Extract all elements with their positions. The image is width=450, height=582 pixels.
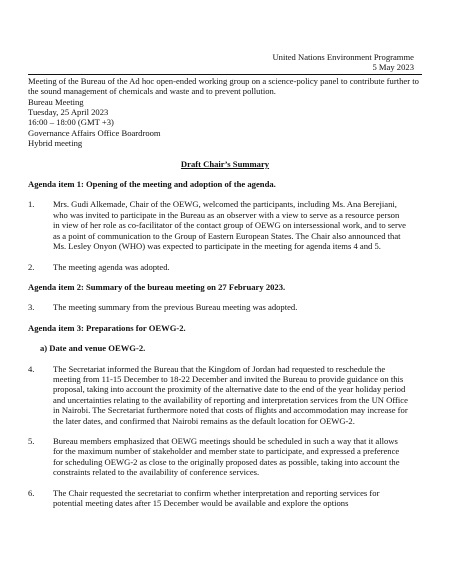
header-rule bbox=[28, 74, 422, 75]
header-date: 5 May 2023 bbox=[372, 62, 414, 73]
paragraph-text: Mrs. Gudi Alkemade, Chair of the OEWG, welcomed the participants, including Ms. Ana Berejiani, who was invited to participate in the Bureau as an observer with a view to serve as a resource person in view of her role as co-facilitator of the contact group of OEWG on intersessional work, and to serve as a point of communication to the Group of Eastern European States. The Chair also announced that Ms. Lesley Onyon (WHO) was expected to participate in the meeting for agenda items 4 and 5. bbox=[53, 199, 406, 252]
meeting-time: 16:00 – 18:00 (GMT +3) bbox=[28, 117, 114, 128]
paragraph-2 bbox=[28, 262, 422, 272]
paragraph-1 bbox=[28, 199, 422, 251]
paragraph-number: 3. bbox=[28, 302, 35, 313]
paragraph-number: 5. bbox=[28, 435, 35, 446]
meeting-format: Hybrid meeting bbox=[28, 138, 83, 149]
paragraph-text: The meeting agenda was adopted. bbox=[53, 261, 170, 272]
sub-heading-date-venue: a) Date and venue OEWG-2. bbox=[40, 343, 146, 354]
paragraph-5 bbox=[28, 436, 422, 478]
paragraph-number: 1. bbox=[28, 199, 35, 210]
document-title: Draft Chair’s Summary bbox=[180, 158, 270, 169]
meeting-info bbox=[28, 76, 422, 149]
paragraph-6 bbox=[28, 488, 422, 509]
paragraph-number: 2. bbox=[28, 261, 35, 272]
paragraph-3 bbox=[28, 302, 422, 312]
meeting-room: Governance Affairs Office Boardroom bbox=[28, 127, 161, 138]
paragraph-text: The meeting summary from the previous Bureau meeting was adopted. bbox=[53, 302, 298, 313]
meeting-description: Meeting of the Bureau of the Ad hoc open-ended working group on a science-policy panel to contribute further to the sound management of chemicals and waste and to prevent pollution. bbox=[28, 75, 419, 97]
meeting-date: Tuesday, 25 April 2023 bbox=[28, 107, 109, 118]
paragraph-text: The Secretariat informed the Bureau that the Kingdom of Jordan had requested to reschedule the meeting from 11-15 December to 18-22 December and invited the Bureau to provide guidance on this proposal, taking into account the proximity of the alternative date to the end of the year holiday period and uncertainties relating to the availability of reporting and interpretation services from the UN Office in Nairobi. The Secretariat furthermore noted that costs of flights and accommodation may increase for the later dates, and confirmed that Nairobi remains as the default location for OEWG-2. bbox=[53, 363, 408, 426]
header-org: United Nations Environment Programme bbox=[272, 52, 414, 62]
paragraph-number: 6. bbox=[28, 487, 35, 498]
agenda-item-2-heading: Agenda item 2: Summary of the bureau meeting on 27 February 2023. bbox=[28, 281, 286, 292]
meeting-type: Bureau Meeting bbox=[28, 96, 84, 107]
agenda-item-3-heading: Agenda item 3: Preparations for OEWG-2. bbox=[28, 322, 186, 333]
paragraph-text: The Chair requested the secretariat to confirm whether interpretation and reporting services for potential meeting dates after 15 December would be available and explore the options bbox=[53, 487, 380, 508]
paragraph-text: Bureau members emphasized that OEWG meetings should be scheduled in such a way that it allows for the maximum number of stakeholder and member state to participate, and expressed a preference for scheduling OEWG-2 as close to the originally proposed dates as possible, taking into account the constraints related to the availability of conference services. bbox=[53, 435, 400, 478]
paragraph-4 bbox=[28, 364, 422, 426]
paragraph-number: 4. bbox=[28, 363, 35, 374]
agenda-item-1-heading: Agenda item 1: Opening of the meeting and adoption of the agenda. bbox=[28, 179, 276, 190]
